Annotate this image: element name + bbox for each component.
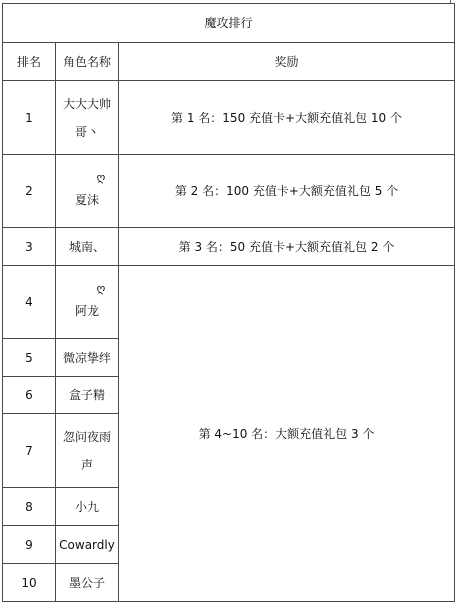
heart-symbol-icon: ღ [96,171,106,184]
table-row [3,155,455,228]
rank-cell: 9 [3,526,56,564]
group-reward-cell: 第 4~10 名：大额充值礼包 3 个 [119,266,455,602]
reward-cell: 第 2 名：100 充值卡+大额充值礼包 5 个 [119,155,455,228]
name-line: 声 [80,457,93,472]
name-line: 哥丶 [74,124,99,139]
name-cell [56,266,119,339]
name-line: 忽问夜雨 [62,429,111,444]
name-cell [56,414,119,488]
name-cell: 盒子精 [56,377,119,414]
reward-cell: 第 3 名：50 充值卡+大额充值礼包 2 个 [119,228,455,266]
name-line: 阿龙 [74,304,99,318]
header-rank: 排名 [3,43,56,81]
header-name: 角色名称 [56,43,119,81]
name-cell: 小九 [56,488,119,526]
name-line: 大大大帅 [62,96,111,111]
rank-cell: 6 [3,377,56,414]
rank-cell: 4 [3,266,56,339]
table-row [3,228,455,266]
reward-cell: 第 1 名：150 充值卡+大额充值礼包 10 个 [119,81,455,155]
heart-symbol-icon: ღ [96,282,106,295]
rank-cell: 8 [3,488,56,526]
name-cell: 微凉挚绊 [56,339,119,377]
table-row [3,266,455,339]
rank-cell: 7 [3,414,56,488]
rank-cell: 10 [3,564,56,602]
name-cell: 墨公子 [56,564,119,602]
name-cell: 城南、 [56,228,119,266]
table-row [3,81,455,155]
header-reward: 奖励 [119,43,455,81]
table-title: 魔攻排行 [3,4,455,43]
name-cell [56,81,119,155]
ranking-table [2,3,455,602]
rank-cell: 5 [3,339,56,377]
rank-cell: 3 [3,228,56,266]
name-cell [56,155,119,228]
name-cell: Cowardly [56,526,119,564]
rank-cell: 1 [3,81,56,155]
name-line: 夏沫 [74,193,99,207]
rank-cell: 2 [3,155,56,228]
